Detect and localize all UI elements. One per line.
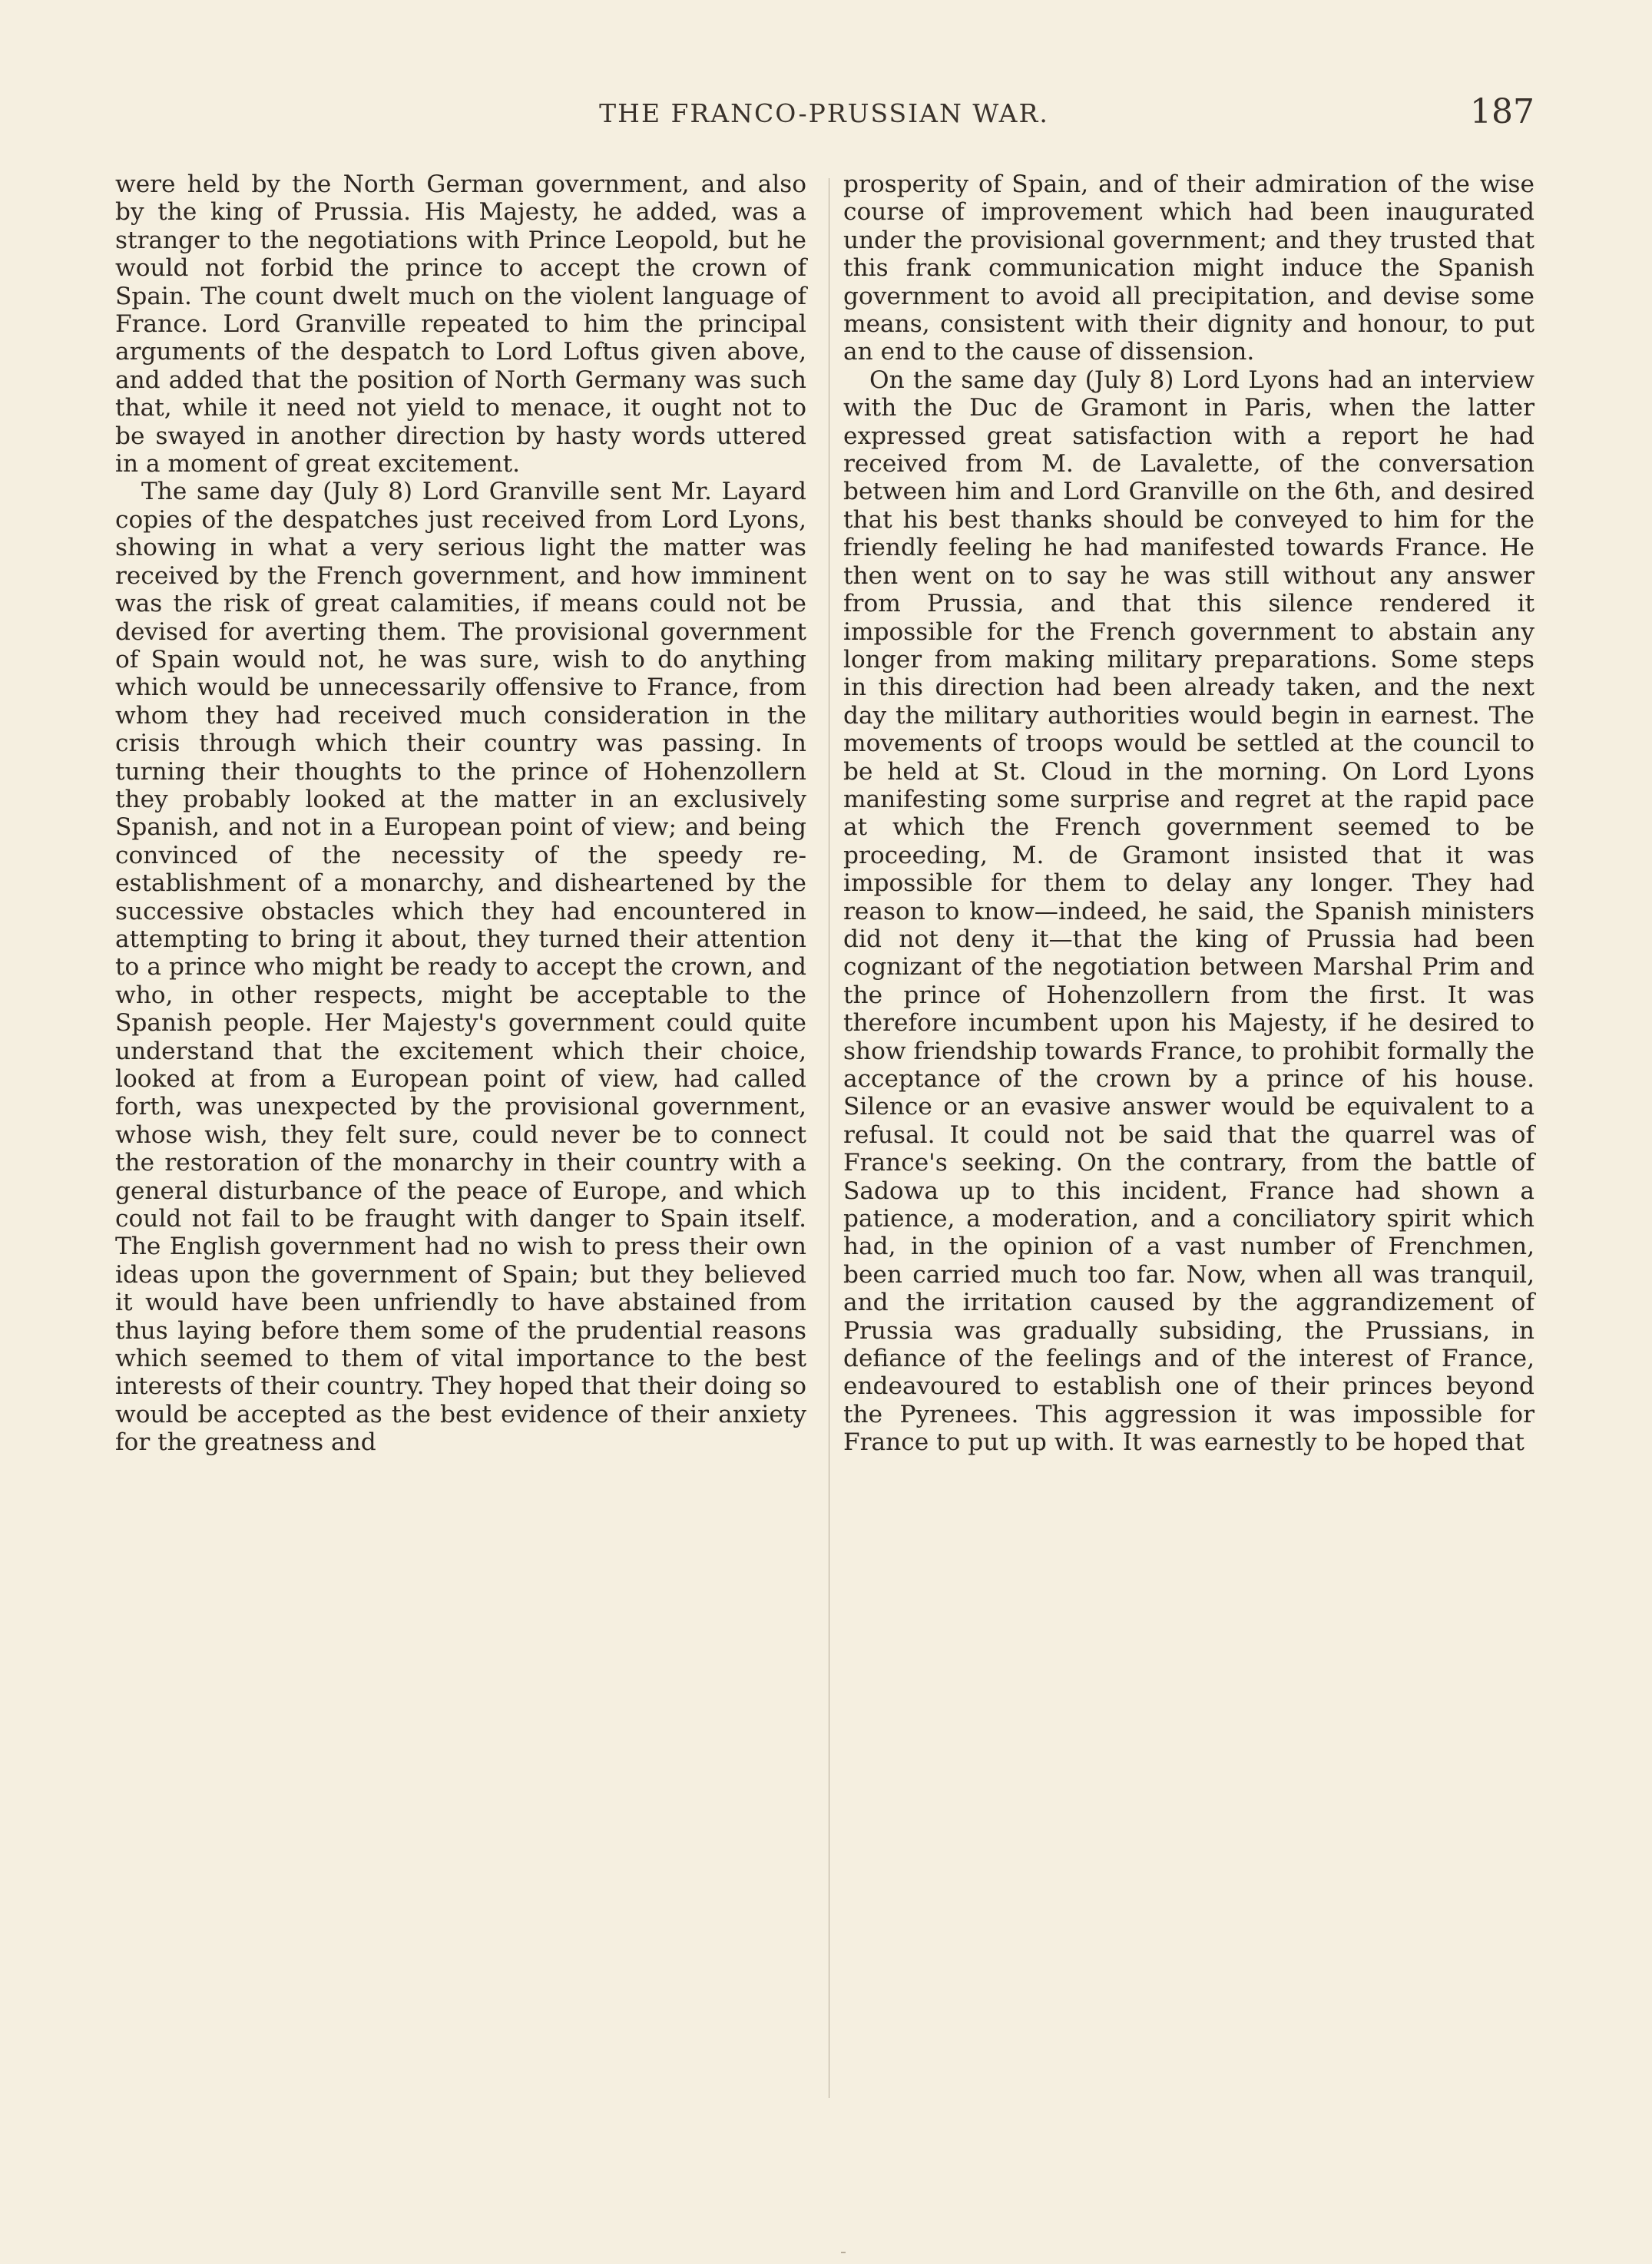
page-header [114,92,1534,144]
page-number: 187 [1470,92,1534,131]
printing-speck [841,2252,846,2253]
paragraph: were held by the North German government, and also by the king of Prussia. His Majesty, he added, was a stranger to the negotiations with Prince Leopold, but he would not forbid the prince to accept the crown of Spain. The count dwelt much on the violent language of France. Lord Granville repeated to him the principal arguments of the despatch to Lord Loftus given above, and added that the position of North Germany was such that, while it need not yield to menace, it ought not to be swayed in another direction by hasty words uttered in a moment of great excitement. [115,170,806,478]
right-column [843,170,1534,1457]
left-column [115,170,806,1457]
paragraph: The same day (July 8) Lord Granville sent Mr. Layard copies of the despatches just received from Lord Lyons, showing in what a very serious light the matter was received by the French government, and how imminent was the risk of great calamities, if means could not be devised for averting them. The provisional government of Spain would not, he was sure, wish to do anything which would be unnecessarily offensive to France, from whom they had received much consideration in the crisis through which their country was passing. In turning their thoughts to the prince of Hohenzollern they probably looked at the matter in an exclusively Spanish, and not in a European point of view; and being convinced of the necessity of the speedy re-establishment of a monarchy, and disheartened by the successive obstacles which they had encountered in attempting to bring it about, they turned their attention to a prince who might be ready to accept the crown, and who, in other respects, might be acceptable to the Spanish people. Her Majesty's government could quite understand that the excitement which their choice, looked at from a European point of view, had called forth, was unexpected by the provisional government, whose wish, they felt sure, could never be to connect the restoration of the monarchy in their country with a general disturbance of the peace of Europe, and which could not fail to be fraught with danger to Spain itself. The English government had no wish to press their own ideas upon the government of Spain; but they believed it would have been unfriendly to have abstained from thus laying before them some of the prudential reasons which seemed to them of vital importance to the best interests of their country. They hoped that their doing so would be accepted as the best evidence of their anxiety for the greatness and [115,478,806,1457]
paragraph: On the same day (July 8) Lord Lyons had an interview with the Duc de Gramont in Paris, when the latter expressed great satisfaction with a report he had received from M. de Lavalette, of the conversation between him and Lord Granville on the 6th, and desired that his best thanks should be conveyed to him for the friendly feeling he had manifested towards France. He then went on to say he was still without any answer from Prussia, and that this silence rendered it impossible for the French government to abstain any longer from making military preparations. Some steps in this direction had been already taken, and the next day the military authorities would begin in earnest. The movements of troops would be settled at the council to be held at St. Cloud in the morning. On Lord Lyons manifesting some surprise and regret at the rapid pace at which the French government seemed to be proceeding, M. de Gramont insisted that it was impossible for them to delay any longer. They had reason to know—indeed, he said, the Spanish ministers did not deny it—that the king of Prussia had been cognizant of the negotiation between Marshal Prim and the prince of Hohenzollern from the first. It was therefore incumbent upon his Majesty, if he desired to show friendship towards France, to prohibit formally the acceptance of the crown by a prince of his house. Silence or an evasive answer would be equivalent to a refusal. It could not be said that the quarrel was of France's seeking. On the contrary, from the battle of Sadowa up to this incident, France had shown a patience, a moderation, and a conciliatory spirit which had, in the opinion of a vast number of Frenchmen, been carried much too far. Now, when all was tranquil, and the irritation caused by the aggrandizement of Prussia was gradually subsiding, the Prussians, in defiance of the feelings and of the interest of France, endeavoured to establish one of their princes beyond the Pyrenees. This aggression it was impossible for France to put up with. It was earnestly to be hoped that [843,366,1534,1457]
paragraph: prosperity of Spain, and of their admiration of the wise course of improvement which had been inaugurated under the provisional government; and they trusted that this frank communication might induce the Spanish government to avoid all precipitation, and devise some means, consistent with their dignity and honour, to put an end to the cause of dissension. [843,170,1534,366]
running-title: THE FRANCO-PRUSSIAN WAR. [599,98,1049,128]
